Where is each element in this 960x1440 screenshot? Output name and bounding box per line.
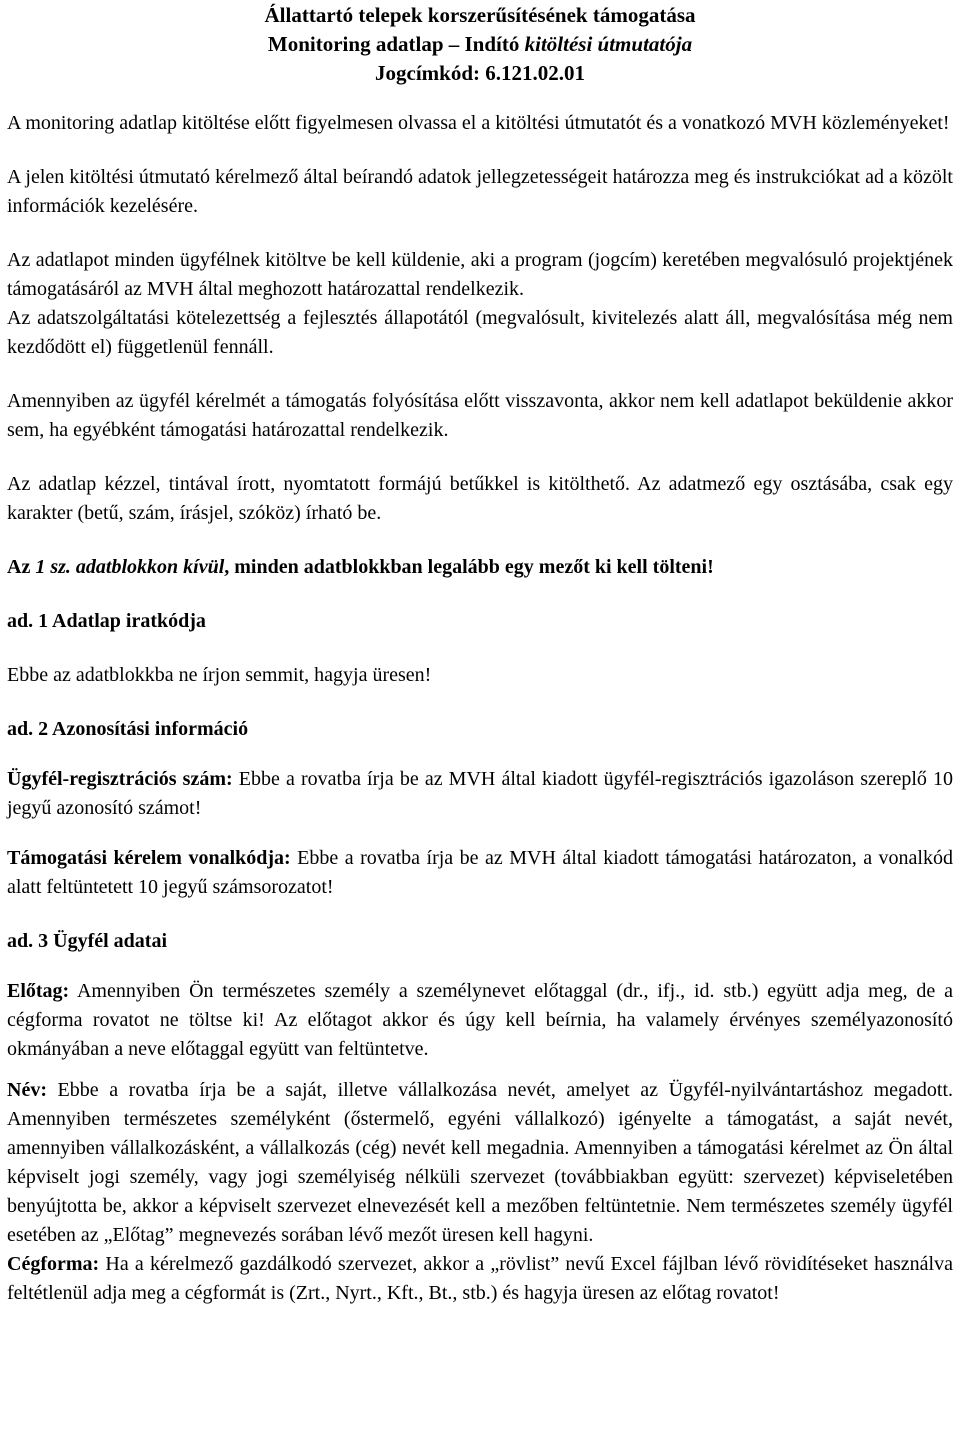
section-ad2-title: ad. 2 Azonosítási információ [7,718,249,740]
ad3-item-2-label: Név: [7,1079,47,1101]
ad3-item-3-label: Cégforma: [7,1253,100,1275]
section-ad3-title: ad. 3 Ügyfél adatai [7,930,167,952]
section-ad1-title: ad. 1 Adatlap iratkódja [7,610,206,632]
section-ad2-item-1 [7,765,953,823]
header-title: Állattartó telepek korszerűsítésének támogatása [264,3,696,27]
rule-part-b: 1 sz. [35,556,71,578]
intro-paragraph-5: Amennyiben az ügyfél kérelmét a támogatás folyósítása előtt visszavonta, akkor nem kell adatlapot beküldenie akkor sem, ha egyébként támogatási határozattal rendelkezik. [7,390,953,441]
header-subtitle [7,30,953,59]
intro-paragraph-6: Az adatlap kézzel, tintával írott, nyomtatott formájú betűkkel is kitölthető. Az adatmező egy osztásába, csak egy karakter (betű, szám, írásjel, szóköz) írható be. [7,473,953,524]
ad2-item-1-label: Ügyfél-regisztrációs szám: [7,768,233,790]
ad3-item-3-text: Ha a kérelmező gazdálkodó szervezet, akkor a „rövlist” nevű Excel fájlban lévő rövidítéseket használva feltétlenül adja meg a cégformát is (Zrt., Nyrt., Kft., Bt., stb.) és hagyja üresen az előtag rovatot! [7,1253,953,1304]
header-code: Jogcímkód: 6.121.02.01 [375,61,585,85]
ad2-item-2-text: Ebbe a rovatba írja be az MVH által kiadott támogatási határozaton, a vonalkód alatt feltüntetett 10 jegyű számsorozatot! [7,847,953,898]
intro-paragraph-2: A jelen kitöltési útmutató kérelmező által beírandó adatok jellegzetességeit határozza meg és instrukciókat ad a közölt információk kezelésére. [7,166,953,217]
ad2-item-2-label: Támogatási kérelem vonalkódja: [7,847,291,869]
document-header [7,0,953,88]
section-ad3-item-1 [7,977,953,1064]
section-ad2-item-2 [7,844,953,902]
section-ad3-item-2 [7,1076,953,1250]
section-ad3-item-3 [7,1250,953,1308]
ad2-item-1-text: Ebbe a rovatba írja be az MVH által kiadott ügyfél-regisztrációs igazoláson szereplő 10 jegyű azonosító számot! [7,768,953,819]
ad3-item-1-label: Előtag: [7,980,70,1002]
header-subtitle-italic: kitöltési útmutatója [524,32,693,56]
rule-part-d: adatblokkon kívül [75,556,225,578]
ad3-item-2-text: Ebbe a rovatba írja be a saját, illetve vállalkozása nevét, amelyet az Ügyfél-nyilvántartáshoz megadott. Amennyiben természetes személyként (őstermelő, egyéni vállalkozó) igényelte a támogatást, a saját nevét, amennyiben vállalkozásként, a vállalkozás (cég) nevét kell megadnia. Amennyiben a támogatási kérelmet az Ön által képviselt jogi személy, vagy jogi személyiség nélküli szervezet (továbbiakban együtt: szervezet) képviseletében benyújtotta be, akkor a képviselt szervezet elnevezését kell a mezőben feltüntetnie. Nem természetes személy ügyfél esetében az „Előtag” megnevezés sorában lévő mezőt üresen kell hagyni. [7,1079,953,1246]
rule-part-e: , minden adatblokkban legalább egy mezőt ki kell tölteni! [224,556,714,578]
section-ad1-text: Ebbe az adatblokkba ne írjon semmit, hagyja üresen! [7,664,432,686]
intro-paragraph-4: Az adatszolgáltatási kötelezettség a fejlesztés állapotától (megvalósult, kivitelezés alatt áll, megvalósítása még nem kezdődött el) függetlenül fennáll. [7,307,953,358]
header-subtitle-main: Monitoring adatlap – Indító [267,32,525,56]
rule-statement [7,553,953,582]
ad3-item-1-text: Amennyiben Ön természetes személy a személynevet előtaggal (dr., ifj., id. stb.) együtt adja meg, de a cégforma rovatot ne töltse ki! Az előtagot akkor és úgy kell beírnia, ha valamely érvényes személyazonosító okmányában a neve előtaggal együtt van feltüntetve. [7,980,953,1060]
intro-paragraph-1: A monitoring adatlap kitöltése előtt figyelmesen olvassa el a kitöltési útmutatót és a vonatkozó MVH közleményeket! [7,112,950,134]
intro-paragraph-3: Az adatlapot minden ügyfélnek kitöltve be kell küldenie, aki a program (jogcím) keretében megvalósuló projektjének támogatásáról az MVH által meghozott határozattal rendelkezik. [7,249,953,300]
rule-part-a: Az [7,556,36,578]
